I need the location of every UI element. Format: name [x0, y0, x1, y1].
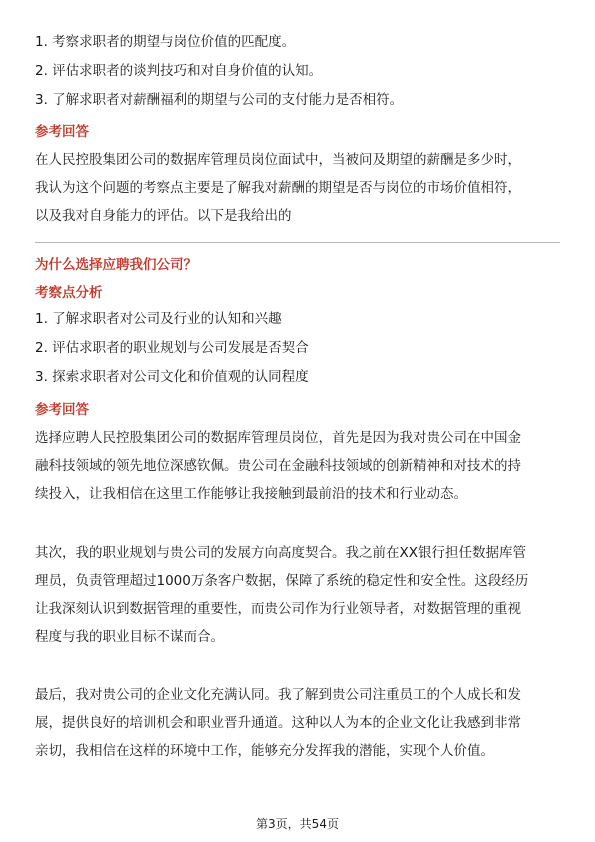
paragraph-line: 我认为这个问题的考察点主要是了解我对薪酬的期望是否与岗位的市场价值相符， [35, 180, 521, 196]
paragraph-line: 选择应聘人民控股集团公司的数据库管理员岗位，首先是因为我对贵公司在中国金 [35, 430, 521, 446]
question-heading: 为什么选择应聘我们公司？ [35, 257, 197, 273]
paragraph-line: 在人民控股集团公司的数据库管理员岗位面试中，当被问及期望的薪酬是多少时， [35, 152, 521, 168]
section-divider [35, 242, 560, 243]
analysis-heading: 考察点分析 [35, 285, 103, 301]
paragraph-line: 展，提供良好的培训机会和职业晋升通道。这种以人为本的企业文化让我感到非常 [35, 715, 521, 731]
paragraph-line: 其次，我的职业规划与贵公司的发展方向高度契合。我之前在XX银行担任数据库管 [35, 545, 526, 561]
list-item: 2. 评估求职者的职业规划与公司发展是否契合 [35, 340, 309, 356]
paragraph-line: 续投入，让我相信在这里工作能够让我接触到最前沿的技术和行业动态。 [35, 486, 467, 502]
answer-heading: 参考回答 [35, 124, 89, 140]
paragraph-line: 以及我对自身能力的评估。以下是我给出的 [35, 208, 292, 224]
answer-heading: 参考回答 [35, 402, 89, 418]
paragraph-line: 理员，负责管理超过1000万条客户数据，保障了系统的稳定性和安全性。这段经历 [35, 573, 529, 589]
list-item: 2. 评估求职者的谈判技巧和对自身价值的认知。 [35, 63, 323, 79]
paragraph-line: 程度与我的职业目标不谋而合。 [35, 629, 224, 645]
paragraph-line: 最后，我对贵公司的企业文化充满认同。我了解到贵公司注重员工的个人成长和发 [35, 687, 521, 703]
list-item: 3. 了解求职者对薪酬福利的期望与公司的支付能力是否相符。 [35, 92, 404, 108]
list-item: 3. 探索求职者对公司文化和价值观的认同程度 [35, 369, 309, 385]
paragraph-line: 让我深刻认识到数据管理的重要性，而贵公司作为行业领导者，对数据管理的重视 [35, 601, 521, 617]
paragraph-line: 融科技领域的领先地位深感钦佩。贵公司在金融科技领域的创新精神和对技术的持 [35, 458, 521, 474]
page-number: 第3页，共54页 [256, 817, 339, 831]
paragraph-line: 亲切，我相信在这样的环境中工作，能够充分发挥我的潜能，实现个人价值。 [35, 743, 494, 759]
list-item: 1. 考察求职者的期望与岗位价值的匹配度。 [35, 34, 296, 50]
list-item: 1. 了解求职者对公司及行业的认知和兴趣 [35, 311, 282, 327]
